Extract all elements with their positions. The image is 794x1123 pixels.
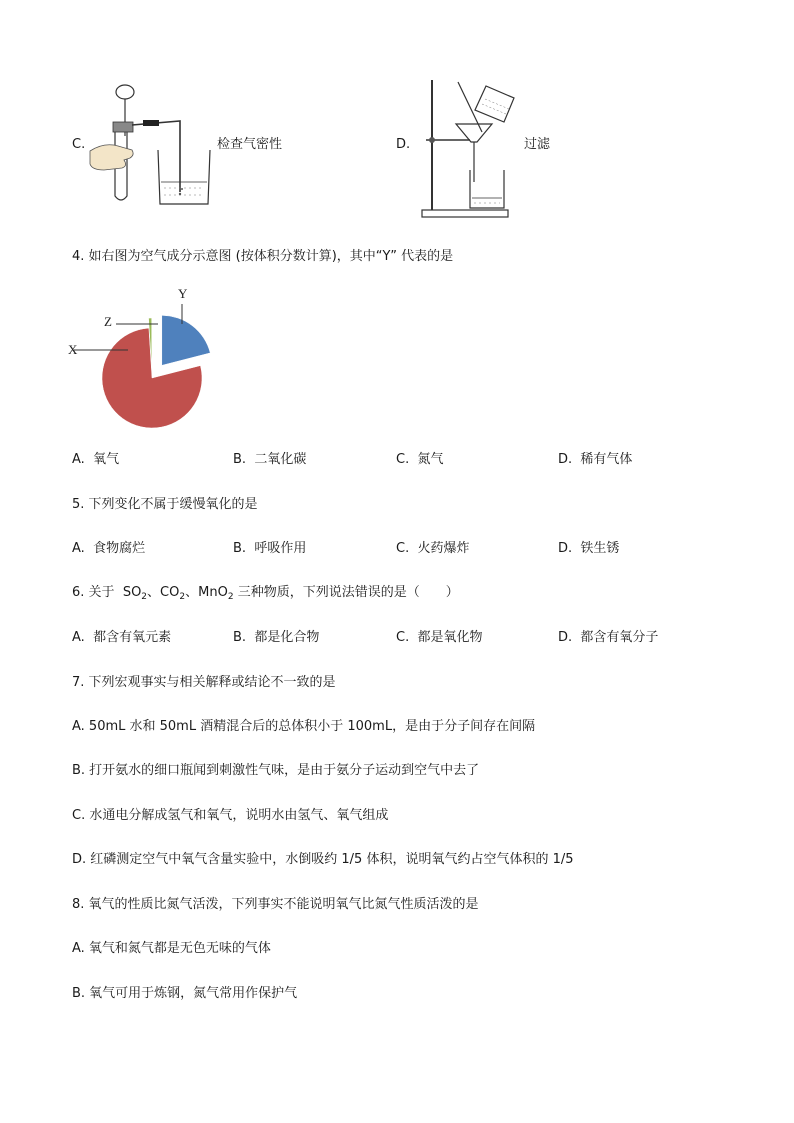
q4-option-b-text: 二氧化碳 xyxy=(254,452,307,467)
q5-option-d-text: 铁生锈 xyxy=(580,541,620,556)
q6-option-b[interactable] xyxy=(233,630,319,646)
q7-option-a[interactable]: A. 50mL 水和 50mL 酒精混合后的总体积小于 100mL，是由于分子间存在间隔 xyxy=(72,719,536,734)
q4-option-c-text: 氮气 xyxy=(417,452,444,467)
q6-formula-mno2-sub: 2 xyxy=(227,592,234,602)
q7-option-d[interactable]: D. 红磷测定空气中氧气含量实验中，水倒吸约 1/5 体积，说明氧气约占空气体积的 1/5 xyxy=(72,852,574,867)
q3-option-d-caption: 过滤 xyxy=(524,137,551,152)
q6-option-b-letter: B. xyxy=(233,630,247,645)
q8-option-a[interactable]: A. 氧气和氮气都是无色无味的气体 xyxy=(72,941,271,956)
q4-option-c[interactable] xyxy=(396,452,444,468)
q7-option-c[interactable]: C. 水通电分解成氢气和氧气，说明水由氢气、氧气组成 xyxy=(72,808,389,823)
pie-label-x: X xyxy=(68,342,78,357)
q6-stem-prefix: 6. 关于 xyxy=(72,585,115,600)
q4-option-d-letter: D. xyxy=(558,452,573,467)
q5-option-d[interactable] xyxy=(558,541,619,557)
q8-option-b[interactable]: B. 氧气可用于炼钢，氮气常用作保护气 xyxy=(72,986,298,1001)
air-composition-pie-chart xyxy=(70,282,220,428)
q4-option-a-letter: A. xyxy=(72,452,85,467)
q6-option-c[interactable] xyxy=(396,630,483,646)
q6-option-d-letter: D. xyxy=(558,630,573,645)
q4-stem: 4. 如右图为空气成分示意图 (按体积分数计算)，其中“Y” 代表的是 xyxy=(72,249,454,264)
q8-stem: 8. 氧气的性质比氮气活泼，下列事实不能说明氧气比氮气性质活泼的是 xyxy=(72,897,479,912)
q5-option-a-text: 食物腐烂 xyxy=(93,541,146,556)
q6-option-c-text: 都是氧化物 xyxy=(417,630,483,645)
q6-option-a[interactable] xyxy=(72,630,171,646)
q5-option-c[interactable] xyxy=(396,541,470,557)
q5-option-c-letter: C. xyxy=(396,541,410,556)
q6-option-a-text: 都含有氧元素 xyxy=(93,630,172,645)
q6-option-b-text: 都是化合物 xyxy=(254,630,320,645)
q5-option-c-text: 火药爆炸 xyxy=(417,541,470,556)
q4-option-c-letter: C. xyxy=(396,452,410,467)
q6-formula-so2-sub: 2 xyxy=(141,592,148,602)
q6-formula-so2: SO xyxy=(122,585,142,600)
pie-label-y: Y xyxy=(178,286,188,301)
q6-sep1: 、 xyxy=(147,585,161,600)
q6-option-a-letter: A. xyxy=(72,630,85,645)
q6-option-d[interactable] xyxy=(558,630,658,646)
airtightness-check-diagram xyxy=(88,78,218,208)
q5-option-a[interactable] xyxy=(72,541,145,557)
q5-stem: 5. 下列变化不属于缓慢氧化的是 xyxy=(72,497,258,512)
q5-option-b-letter: B. xyxy=(233,541,247,556)
q7-option-b[interactable]: B. 打开氨水的细口瓶闻到刺激性气味，是由于氨分子运动到空气中去了 xyxy=(72,763,480,778)
q3-option-c-caption: 检查气密性 xyxy=(217,137,283,152)
q4-option-b-letter: B. xyxy=(233,452,247,467)
q4-option-d[interactable] xyxy=(558,452,632,468)
q5-option-d-letter: D. xyxy=(558,541,573,556)
q6-stem xyxy=(72,585,459,605)
q5-option-a-letter: A. xyxy=(72,541,85,556)
q4-option-d-text: 稀有气体 xyxy=(580,452,633,467)
filtration-diagram xyxy=(420,78,520,220)
q6-option-d-text: 都含有氧分子 xyxy=(580,630,659,645)
q7-stem: 7. 下列宏观事实与相关解释或结论不一致的是 xyxy=(72,675,336,690)
q5-option-b-text: 呼吸作用 xyxy=(254,541,307,556)
q4-option-b[interactable] xyxy=(233,452,306,468)
q6-option-c-letter: C. xyxy=(396,630,410,645)
q6-formula-mno2: MnO xyxy=(198,585,228,600)
q6-sep2: 、 xyxy=(185,585,199,600)
q3-option-c-letter: C. xyxy=(72,137,86,152)
q4-option-a-text: 氧气 xyxy=(93,452,120,467)
q3-option-d-letter: D. xyxy=(396,137,411,152)
pie-slice-y xyxy=(162,315,210,365)
pie-label-z: Z xyxy=(104,314,112,329)
q6-stem-suffix: 三种物质，下列说法错误的是（ ） xyxy=(237,585,459,600)
q4-option-a[interactable] xyxy=(72,452,119,468)
q5-option-b[interactable] xyxy=(233,541,306,557)
q6-formula-co2: CO xyxy=(160,585,180,600)
q6-formula-co2-sub: 2 xyxy=(179,592,186,602)
